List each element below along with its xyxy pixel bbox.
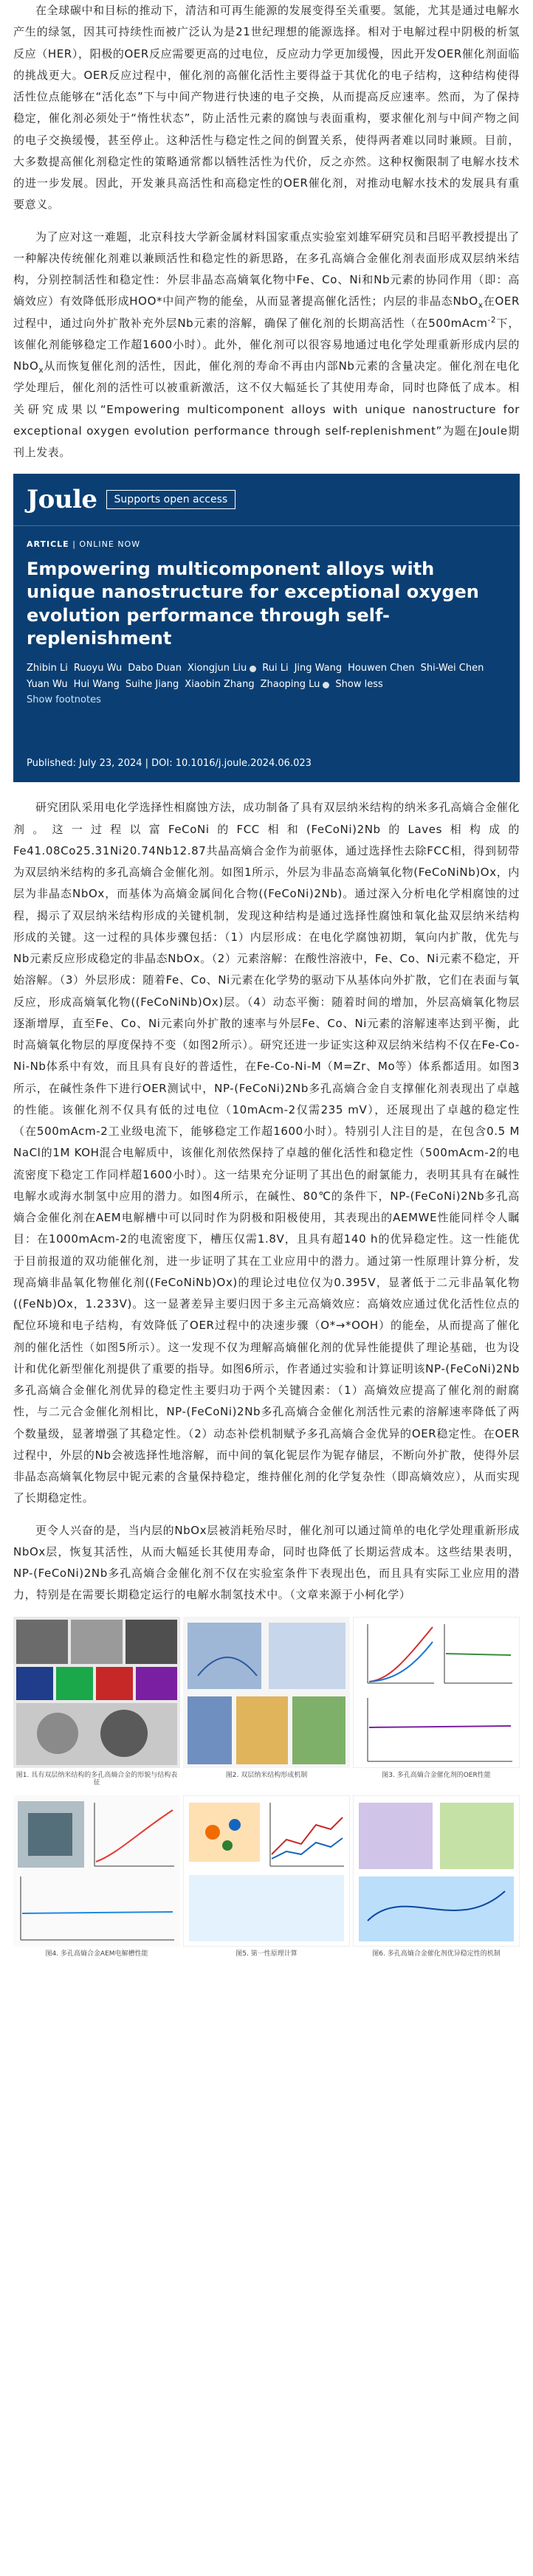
- author[interactable]: [295, 660, 343, 677]
- author-name: Zhibin Li: [27, 663, 68, 674]
- approach-sub-1: x: [478, 301, 484, 311]
- figure-5-panel: [183, 1795, 350, 1965]
- author[interactable]: [421, 660, 484, 677]
- conclusion-paragraph: 更令人兴奋的是，当内层的NbOx层被消耗殆尽时，催化剂可以通过简单的电化学处理重新形成NbOx层，恢复其活性，从而大幅延长其使用寿命，同时也降低了长期运营成本。这些结果表明，NP-(FeCoNi)2Nb多孔高熵合金催化剂不仅在实验室条件下表现出色，而且具有实际工业应用的潜力，特别是在需要长期稳定运行的电解水制氢技术中。（文章来源于小柯化学）: [13, 1523, 520, 1602]
- author-name: Houwen Chen: [348, 663, 415, 674]
- author[interactable]: [348, 660, 415, 677]
- author-name: Suihe Jiang: [125, 679, 179, 691]
- approach-text-4: 从而恢复催化剂的活性，因此，催化剂的寿命不再由内部Nb元素的含量决定。催化剂在电化学处理后，催化剂的活性可以被重新激活，这不仅大幅延长了其使用寿命，同时也降低了成本。相关研究成果以“Empowering multicomponent alloys with unique nanostructure for exceptional oxygen evolution performance through self-replenishment”为题在Joule期刊上发表。: [13, 359, 520, 459]
- publication-separator: |: [145, 758, 152, 770]
- show-less-label: Show less: [335, 679, 383, 691]
- author-name: Yuan Wu: [27, 679, 68, 691]
- open-access-badge[interactable]: Supports open access: [106, 490, 236, 509]
- author[interactable]: [125, 677, 179, 693]
- figure-2-caption: 图2. 双层纳米结构形成机制: [225, 1771, 308, 1779]
- author-name: Xiongjun Liu: [187, 663, 247, 674]
- figure-6-image: [353, 1795, 520, 1947]
- author[interactable]: [128, 660, 182, 677]
- joule-article-card[interactable]: [13, 474, 520, 782]
- approach-sup-1: -2: [487, 315, 497, 325]
- figure-collage: [13, 1617, 520, 1968]
- author[interactable]: [74, 677, 120, 693]
- author[interactable]: [27, 660, 68, 677]
- figure-3-image: [353, 1617, 520, 1768]
- author-name: Hui Wang: [73, 679, 120, 691]
- author[interactable]: [262, 660, 288, 677]
- figure-1-image: [13, 1617, 180, 1768]
- card-header: [13, 474, 520, 526]
- figure-5-image: [183, 1795, 350, 1947]
- author[interactable]: [261, 677, 330, 693]
- figure-5-caption: 图5. 第一性原理计算: [235, 1950, 298, 1958]
- card-body: [13, 526, 520, 705]
- author[interactable]: [74, 660, 122, 677]
- author-name: Dabo Duan: [128, 663, 182, 674]
- author-list: [27, 660, 506, 693]
- approach-sub-2: x: [38, 366, 44, 375]
- joule-logo[interactable]: Joule: [27, 485, 97, 515]
- show-less-link[interactable]: [335, 677, 382, 693]
- author[interactable]: [188, 660, 256, 677]
- article-type: ARTICLE: [27, 539, 69, 550]
- author-name: Jing Wang: [294, 663, 343, 674]
- figure-4-image: [13, 1795, 180, 1947]
- approach-text-3: 下，该催化剂能够稳定工作超1600小时）。此外，催化剂可以很容易地通过电化学处理重新形成内层的NbO: [13, 316, 520, 373]
- article-title[interactable]: Empowering multicomponent alloys with unique nanostructure for exceptional oxygen evolution performance through self-replenishment: [27, 559, 479, 649]
- author-name: Shi-Wei Chen: [420, 663, 484, 674]
- author-name: Xiaobin Zhang: [185, 679, 255, 691]
- intro-paragraph: 在全球碳中和目标的推动下，清洁和可再生能源的发展变得至关重要。氢能，尤其是通过电解水产生的绿氢，因其可持续性而被广泛认为是21世纪理想的能源选择。相对于电解过程中阴极的析氢反应（HER），阳极的OER反应需要更高的过电位，反应动力学更加缓慢，因此开发OER催化剂面临的挑战更大。OER反应过程中，催化剂的高催化活性主要得益于其优化的电子结构，这种结构使得活性位点能够在“活化态”下与中间产物进行快速的电子交换，从而提高反应速率。然而，为了保持稳定，催化剂必须处于“惰性状态”，防止活性元素的腐蚀与表面重构，要求催化剂与中间产物之间的电子交换缓慢，甚至停止。这种活性与稳定性之间的倒置关系，使得两者难以同时兼顾。目前，大多数提高催化剂稳定性的策略通常都以牺牲活性为代价，反之亦然。这种权衡限制了电解水技术的进一步发展。因此，开发兼具高活性和高稳定性的OER催化剂，对推动电解水技术的发展具有重要意义。: [13, 4, 520, 212]
- author-name: Ruoyu Wu: [73, 663, 123, 674]
- article-status: ONLINE NOW: [79, 539, 141, 550]
- methods-results-paragraph: 研究团队采用电化学选择性相腐蚀方法，成功制备了具有双层纳米结构的纳米多孔高熵合金催化剂。这一过程以富FeCoNi的FCC相和(FeCoNi)2Nb的Laves相构成的Fe41.08Co25.31Ni20.74Nb12.87共晶高熵合金作为前驱体，通过选择性去除FCC相，得到韧带为双层纳米结构的多孔高熵合金催化剂。如图1所示，外层为非晶态高熵氧化物(FeCoNiNb)Ox，内层为非晶态NbOx，而基体为高熵金属间化合物((FeCoNi)2Nb)。通过深入分析电化学相腐蚀的过程，揭示了双层纳米结构形成的关键机制，发现这种结构是通过选择性腐蚀和氧化盐双层纳米结构形成的关键。这一过程的具体步骤包括：（1）内层形成：在电化学腐蚀初期，氧向内扩散，优先与Nb元素反应形成稳定的非晶态NbOx。（2）元素溶解：在酸性溶液中，Fe、Co、Ni元素不稳定，开始溶解。（3）外层形成：随着Fe、Co、Ni元素在化学势的驱动下从基体向外扩散，它们在表面与氧反应，形成高熵氧化物((FeCoNiNb)Ox)层。（4）动态平衡：随着时间的增加，外层高熵氧化物层逐渐增厚，直至Fe、Co、Ni元素向外扩散的速率与外层Fe、Co、Ni元素的溶解速率达到平衡，此时高熵氧化物层的厚度保持不变（如图2所示）。研究还进一步证实这种双层纳米结构不仅在Fe-Co-Ni-Nb体系中有效，而且具有良好的普适性，在Fe-Co-Ni-M（M=Zr、Mo等）体系都适用。如图3所示，在碱性条件下进行OER测试中，NP-(FeCoNi)2Nb多孔高熵合金自支撑催化剂表现出了卓越的性能。该催化剂不仅具有低的过电位（10mAcm-2仅需235 mV），还展现出了卓越的稳定性（在500mAcm-2工业级电流下，能够稳定工作超1600小时）。特别引人注目的是，在包含0.5 M NaCl的1M KOH混合电解质中，该催化剂依然保持了卓越的催化活性和稳定性（500mAcm-2的电流密度下稳定工作同样超1600小时）。这一结果充分证明了其出色的耐氯能力，表明其具有在碱性电解水或海水制氢中应用的潜力。如图4所示，在碱性、80℃的条件下，NP-(FeCoNi)2Nb多孔高熵合金催化剂在AEM电解槽中可以同时作为阴极和阳极使用，其表现出的AEMWE性能同样令人瞩目：在1000mAcm-2的电流密度下，槽压仅需1.8V，且具有超140 h的优异稳定性。这一性能优于目前报道的双功能催化剂，进一步证明了其在工业应用中的潜力。通过第一性原理计算分析，发现高熵非晶氧化物催化剂((FeCoNiNb)Ox)的理论过电位仅为0.395V，显著低于二元非晶氧化物((FeNb)Ox，1.233V)。这一显著差异主要归因于多主元高熵效应：高熵效应通过优化活性位点的配位环境和电子结构，有效降低了OER过程中的决速步骤（O*→*OOH）的能垒，从而提高了催化剂的催化活性（如图5所示）。这一发现不仅为理解高熵催化剂的优异性能提供了理论基础，也为设计和优化新型催化剂提供了重要的指导。如图6所示，作者通过实验和计算证明该NP-(FeCoNi)2Nb多孔高熵合金催化剂优异的稳定性主要归功于两个关键因素：（1）高熵效应提高了催化剂的耐腐性，与二元合金催化剂相比，NP-(FeCoNi)2Nb多孔高熵合金催化剂活性元素的溶解速率降低了两个数量级，显著增强了其稳定性。（2）动态补偿机制赋予多孔高熵合金优异的OER稳定性。在OER过程中，外层的Nb会被选择性地溶解，而中间的氧化铌层作为铌存储层，不断向外扩散，使得外层非晶态高熵氧化物层中铌元素的含量保持稳定，维持催化剂的化学复杂性（即高熵效应），从而实现了长期稳定性。: [13, 801, 520, 1505]
- author-name: Zhaoping Lu: [260, 679, 320, 691]
- doi-link[interactable]: DOI: 10.1016/j.joule.2024.06.023: [151, 758, 312, 770]
- figure-6-caption: 图6. 多孔高熵合金催化剂优异稳定性的机制: [372, 1950, 501, 1958]
- author-name: Rui Li: [262, 663, 289, 674]
- approach-text-1: 为了应对这一难题，北京科技大学新金属材料国家重点实验室刘雄军研究员和吕昭平教授提出了一种解决传统催化剂难以兼顾活性和稳定性的新思路，在多孔高熵合金催化剂表面形成双层纳米结构，分别控制活性和稳定性：外层非晶态高熵氧化物中Fe、Co、Ni和Nb元素的协同作用（即：高熵效应）有效降低形成HOO*中间产物的能垒，从而显著提高催化活性；内层的非晶态NbO: [13, 229, 520, 308]
- figure-3-panel: [353, 1617, 520, 1786]
- published-date: Published: July 23, 2024: [27, 758, 142, 770]
- author[interactable]: [185, 677, 254, 693]
- figure-4-panel: [13, 1795, 180, 1965]
- figure-2-image: [183, 1617, 350, 1768]
- author-info-icon[interactable]: [250, 666, 256, 672]
- figure-1-panel: [13, 1617, 180, 1786]
- figure-3-caption: 图3. 多孔高熵合金催化剂的OER性能: [382, 1771, 491, 1779]
- figure-2-panel: [183, 1617, 350, 1786]
- figure-1-caption: 图1. 具有双层纳米结构的多孔高熵合金的形貌与结构表征: [16, 1771, 178, 1787]
- publication-info: [27, 758, 312, 769]
- approach-paragraph: [13, 227, 520, 464]
- show-footnotes-link[interactable]: Show footnotes: [27, 694, 101, 706]
- meta-separator: |: [72, 539, 80, 550]
- author[interactable]: [27, 677, 68, 693]
- author-info-icon[interactable]: [323, 682, 329, 688]
- approach-text-2: 在OER过程中，通过向外扩散补充外层Nb元素的溶解，确保了催化剂的长期高活性（在500mAcm: [13, 294, 520, 330]
- article-meta: [27, 539, 506, 549]
- figure-4-caption: 图4. 多孔高熵合金AEM电解槽性能: [45, 1950, 148, 1958]
- figure-6-panel: [353, 1795, 520, 1965]
